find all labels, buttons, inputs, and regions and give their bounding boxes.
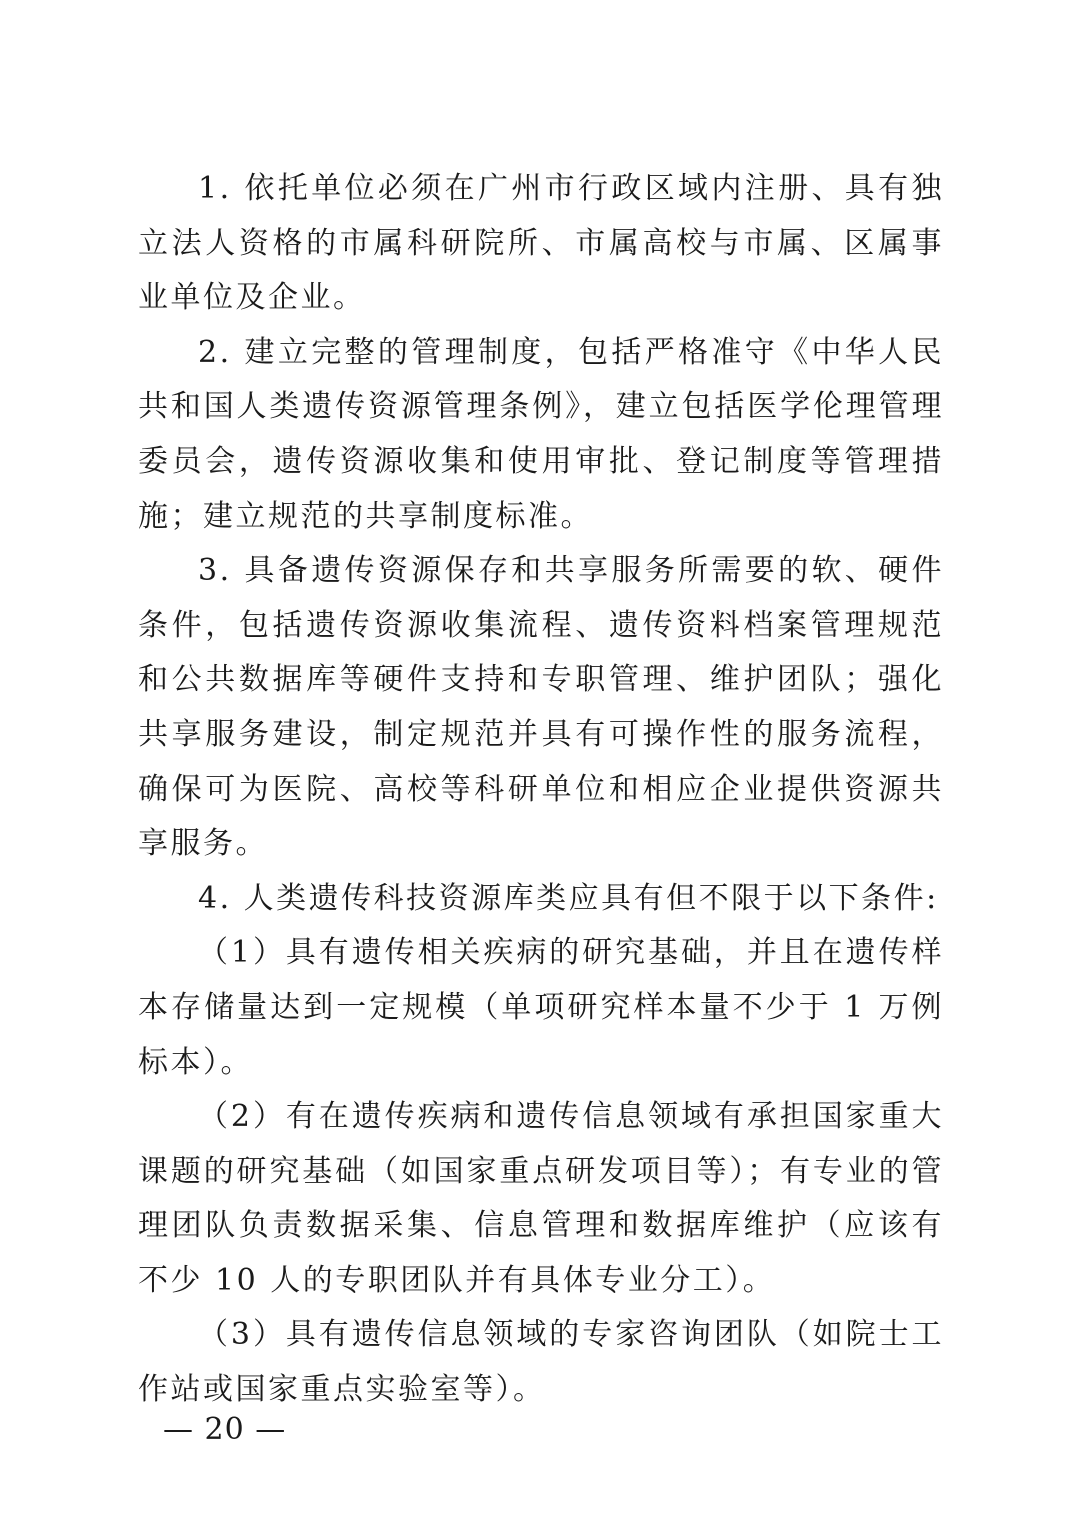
paragraph-requirement-3: 3. 具备遗传资源保存和共享服务所需要的软、硬件条件，包括遗传资源收集流程、遗传资料档案管理规范和公共数据库等硬件支持和专职管理、维护团队；强化共享服务建设，制定规范并具有可操作性的服务流程，确保可为医院、高校等科研单位和相应企业提供资源共享服务。 [138, 553, 944, 862]
page-number: — 20 — [163, 1412, 287, 1447]
paragraph-condition-1: （1）具有遗传相关疾病的研究基础，并且在遗传样本存储量达到一定规模（单项研究样本量不少于 1 万例标本）。 [138, 935, 944, 1080]
paragraph-condition-2: （2）有在遗传疾病和遗传信息领域有承担国家重大课题的研究基础（如国家重点研发项目等）；有专业的管理团队负责数据采集、信息管理和数据库维护（应该有不少 10 人的专职团队并有具体专业分工）。 [138, 1099, 944, 1298]
paragraph-condition-3: （3）具有遗传信息领域的专家咨询团队（如院士工作站或国家重点实验室等）。 [138, 1317, 944, 1408]
paragraph-requirement-1: 1. 依托单位必须在广州市行政区域内注册、具有独立法人资格的市属科研院所、市属高校与市属、区属事业单位及企业。 [138, 171, 944, 316]
paragraph-requirement-4: 4. 人类遗传科技资源库类应具有但不限于以下条件: [198, 880, 939, 916]
paragraph-requirement-2: 2. 建立完整的管理制度，包括严格准守《中华人民共和国人类遗传资源管理条例》，建立包括医学伦理管理委员会，遗传资源收集和使用审批、登记制度等管理措施；建立规范的共享制度标准。 [138, 334, 944, 534]
document-body [138, 162, 944, 1418]
